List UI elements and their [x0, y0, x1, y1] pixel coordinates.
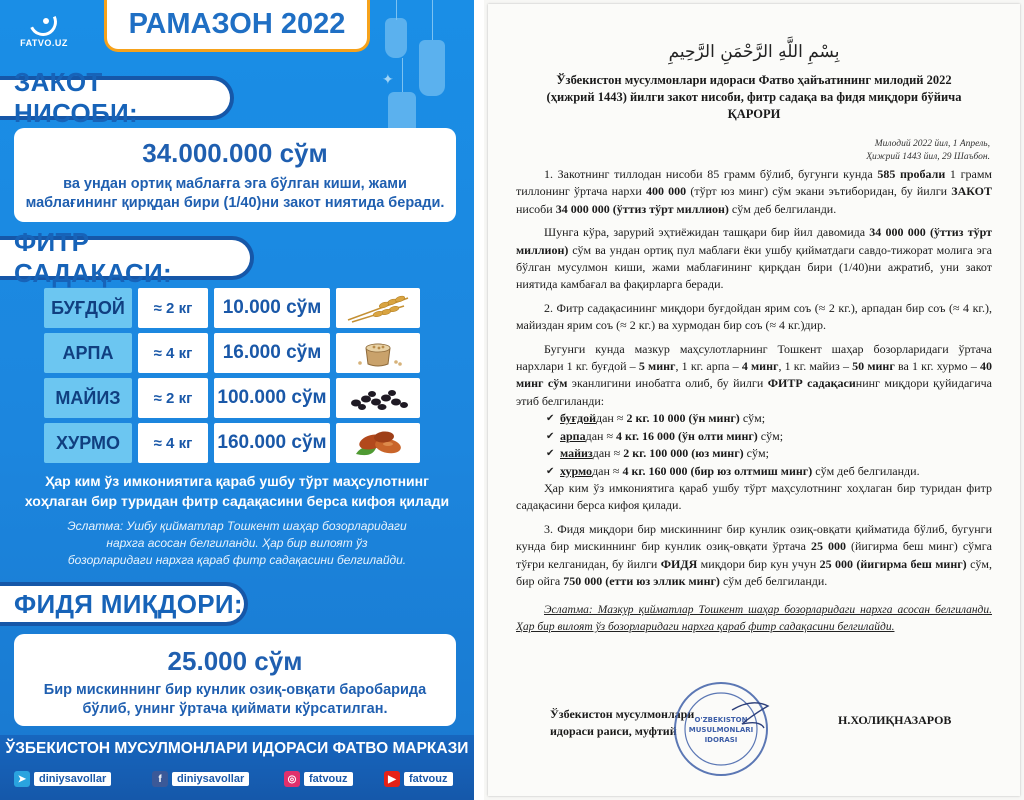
social-instagram[interactable]: [284, 770, 353, 788]
zakot-heading: [0, 67, 234, 128]
zakot-card: [14, 128, 456, 222]
poster-title-text: РАМАЗОН 2022: [128, 8, 346, 40]
fidya-heading-text: ФИДЯ МИҚДОРИ:: [14, 588, 243, 619]
stamp-text: IDORASI: [704, 736, 738, 744]
lantern-icon: [419, 40, 445, 96]
date-hijri: Ҳижрий 1443 йил, 29 Шаъбон.: [866, 152, 990, 162]
facebook-icon: f: [152, 771, 168, 787]
social-youtube[interactable]: [384, 770, 453, 788]
document-body: [516, 166, 992, 636]
youtube-icon: ▶: [384, 771, 400, 787]
fitr-row-kg: ≈ 4 кг: [138, 423, 208, 463]
zakot-heading-text: ЗАКОТ НИСОБИ:: [14, 67, 138, 128]
fitr-row-kg: ≈ 4 кг: [138, 333, 208, 373]
social-label: diniysavollar: [172, 772, 249, 786]
fitr-row-name: БУҒДОЙ: [44, 288, 132, 328]
paragraph-zakot-nisob: 1. Закотнинг тиллодан нисоби 85 грамм бўлиб, бугунги кунда 585 пробали 1 грамм тиллонинг ўртача нархи 400 000 (тўрт юз минг) сўм экани эътиборидан, бу йилги ЗАКОТ нисоби 34 000 000 (ўттиз тўрт миллион) сўм деб белгиланди.: [516, 167, 993, 216]
social-label: fatvouz: [304, 772, 353, 786]
lantern-string: [402, 58, 403, 92]
social-label: diniysavollar: [34, 772, 111, 786]
date-gregorian: Милодий 2022 йил, 1 Апрель,: [874, 139, 990, 149]
signatory-line: идораси раиси, муфтий: [550, 724, 677, 738]
fidya-desc-line1: Бир мискиннинг бир кунлик озиқ-овқати баробарида: [43, 682, 427, 698]
fatvo-logo: [14, 8, 74, 48]
stamp-text: O'ZBEKISTON: [694, 716, 748, 724]
barley-icon: [336, 333, 420, 373]
paragraph-fitr-amount: 2. Фитр садақасининг миқдори буғдойдан ярим соъ (≈ 2 кг.), арпадан бир соъ (≈ 4 кг.), майиздан ярим соъ (≈ 2 кг.) ва хурмодан бир соъ (≈ 4 кг.)дир.: [516, 300, 992, 333]
fitr-italic-line1: Эслатма: Ушбу қийматлар Тошкент шаҳар бозорларидаги: [67, 519, 407, 533]
raisins-icon: [336, 378, 420, 418]
telegram-icon: ➤: [14, 771, 30, 787]
list-item: ✔ майиздан ≈ 2 кг. 100 000 (юз минг) сўм;: [546, 445, 992, 462]
zakot-desc-line2: маблағининг қирқдан бири (1/40)ни закот ниятида беради.: [25, 195, 445, 211]
fitr-italic-line3: бозорларидаги нархга қараб фитр садақасини белгилайди.: [67, 553, 407, 567]
fitr-row-name: МАЙИЗ: [44, 378, 132, 418]
document-date: [866, 138, 990, 164]
document-title: [534, 72, 974, 123]
zakot-desc-line1: ва ундан ортиқ маблағга эга бўлган киши, жами: [63, 176, 407, 192]
title-line: Ўзбекистон мусулмонлари идораси Фатво ҳайъатининг милодий 2022: [556, 73, 952, 87]
lantern-string: [396, 0, 397, 20]
fitr-row-price: 160.000 сўм: [214, 423, 330, 463]
signer-name: Н.ХОЛИҚНАЗАРОВ: [838, 713, 952, 727]
poster-title: [104, 0, 370, 52]
instagram-icon: ◎: [284, 771, 300, 787]
fitr-row-name: ХУРМО: [44, 423, 132, 463]
signatory-line: Ўзбекистон мусулмонлари: [550, 707, 695, 721]
fitr-heading-text: ФИТР САДАҚАСИ:: [14, 227, 172, 288]
paragraph-zakot-rule: Шунга кўра, зарурий эҳтиёжидан ташқари бир йил давомида 34 000 000 (ўттиз тўрт миллион) сўм ва ундан ортиқ пул маблағи ёки ушбу қийматдаги савдо-тижорат молига эга бўлган мусулмон киши, жами маблағининг қирқдан бири (1/40)ни ажратиб, уни закот ниятида камбағал ва фақирларга беради.: [516, 225, 993, 292]
fitr-note-line1: Ҳар ким ўз имкониятига қараб ушбу тўрт маҳсулотнинг: [45, 473, 429, 489]
logo-text: FATVO.UZ: [20, 38, 68, 48]
lantern-icon: [385, 18, 407, 58]
fidya-desc-line2: бўлиб, унинг ўртача қиймати кўрсатилган.: [82, 701, 388, 717]
fitr-row-price: 100.000 сўм: [214, 378, 330, 418]
fitr-italic-note: [10, 518, 464, 569]
fitr-heading: [0, 227, 254, 288]
title-line: ҚАРОРИ: [727, 107, 781, 121]
fitr-row-kg: ≈ 2 кг: [138, 378, 208, 418]
wheat-icon: [336, 288, 420, 328]
star-icon: ✦: [382, 72, 394, 88]
bismillah: بِسْمِ اللَّهِ الرَّحْمَنِ الرَّحِيمِ: [668, 42, 840, 62]
fitr-list: [516, 410, 992, 480]
fidya-heading: [0, 582, 248, 626]
fitr-italic-line2: нархга асосан белгиланди. Ҳар бир вилоят ўз: [106, 536, 368, 550]
paragraph-fidya: 3. Фидя миқдори бир мискиннинг бир кунлик озиқ-овқати қийматида бўлиб, бугунги кунда бир мискиннинг бир кунлик озиқ-овқати ўртача 25 000 (йигирма беш минг) сўмга тўғри келганидан, бу йилги ФИДЯ миқдори бир кун учун 25 000 (йигирма беш минг) сўм, бир ойга 750 000 (етти юз эллик минг) сўм деб белгиланди.: [516, 521, 992, 588]
fitr-note: [10, 471, 464, 511]
social-facebook[interactable]: [152, 770, 249, 788]
dates-icon: [336, 423, 420, 463]
official-stamp: [672, 680, 770, 778]
fidya-amount: 25.000 сўм: [167, 646, 303, 676]
title-line: (ҳижрий 1443) йилги закот нисоби, фитр садақа ва фидя миқдори бўйича: [546, 90, 962, 104]
paragraph-fitr-choice: Ҳар ким ўз имкониятига қараб ушбу тўрт маҳсулотнинг хоҳлаган бир туридан фитр садақасини берса кифоя қилади.: [516, 480, 992, 513]
fitr-row-price: 16.000 сўм: [214, 333, 330, 373]
fatwa-document: [484, 0, 1024, 800]
document-note: Эслатма: Мазкур қийматлар Тошкент шаҳар бозорларидаги нархга асосан белгиланди. Ҳар бир вилоят ўз бозорларидаги нархга қараб фитр садақасини белгилайди.: [516, 604, 992, 634]
ramadan-poster: [0, 0, 474, 800]
fidya-card: [14, 634, 456, 726]
social-telegram[interactable]: [14, 770, 111, 788]
fitr-note-line2: хоҳлаган бир туридан фитр садақасини берса кифоя қилади: [24, 493, 450, 509]
stamp-text: MUSULMONLARI: [688, 726, 754, 734]
zakot-amount: 34.000.000 сўм: [142, 138, 328, 168]
list-item: ✔ арпадан ≈ 4 кг. 16 000 (ўн олти минг) сўм;: [546, 428, 992, 445]
crescent-icon: [23, 8, 65, 36]
list-item: ✔ хурмодан ≈ 4 кг. 160 000 (бир юз олтмиш минг) сўм деб белгиланди.: [546, 463, 992, 480]
fitr-row-kg: ≈ 2 кг: [138, 288, 208, 328]
footer-title: ЎЗБЕКИСТОН МУСУЛМОНЛАРИ ИДОРАСИ ФАТВО МАРКАЗИ: [5, 740, 469, 757]
list-item: ✔ буғдойдан ≈ 2 кг. 10 000 (ўн минг) сўм;: [546, 410, 992, 427]
paragraph-fitr-prices: Бугунги кунда мазкур маҳсулотларнинг Тошкент шаҳар бозорларидаги ўртача нархлари 1 кг. буғдой – 5 минг, 1 кг. арпа – 4 минг, 1 кг. майиз – 50 минг ва 1 кг. хурмо – 40 минг сўм эканлигини инобатга олиб, бу йилги ФИТР садақасининг миқдори қуйидагича этиб белгиланди:: [516, 341, 992, 408]
social-label: fatvouz: [404, 772, 453, 786]
fitr-row-name: АРПА: [44, 333, 132, 373]
lantern-string: [432, 0, 433, 40]
fitr-row-price: 10.000 сўм: [214, 288, 330, 328]
